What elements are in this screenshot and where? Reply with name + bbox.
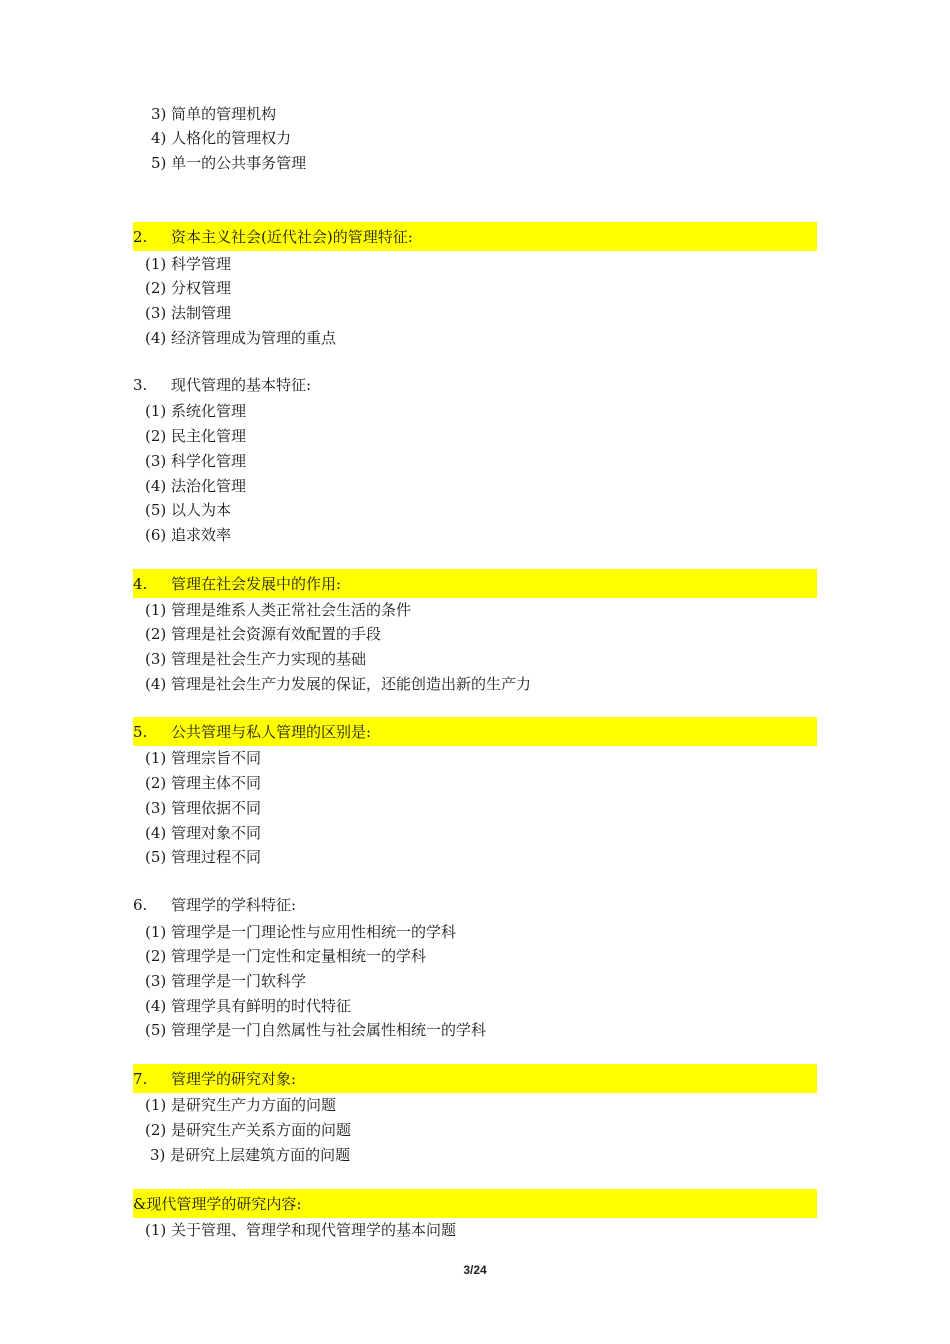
list-item: (4) 法治化管理 — [145, 477, 247, 495]
list-item: 3) 简单的管理机构 — [151, 105, 277, 123]
section-heading — [133, 222, 817, 251]
list-item: (1) 科学管理 — [145, 255, 232, 273]
list-item: (2) 是研究生产关系方面的问题 — [145, 1121, 352, 1139]
list-item: (1) 系统化管理 — [145, 402, 247, 420]
list-item: (3) 管理学是一门软科学 — [145, 972, 307, 990]
section-number: 6. — [133, 896, 148, 914]
section-number: 3. — [133, 376, 148, 394]
list-item: (2) 管理学是一门定性和定量相统一的学科 — [145, 947, 427, 965]
section-title: 管理学的研究对象: — [171, 1070, 297, 1088]
section-number: 7. — [133, 1070, 148, 1088]
list-item: (4) 经济管理成为管理的重点 — [145, 329, 337, 347]
list-item: (3) 科学化管理 — [145, 452, 247, 470]
list-item: (2) 分权管理 — [145, 279, 232, 297]
list-item: (2) 管理是社会资源有效配置的手段 — [145, 625, 382, 643]
section-title: 资本主义社会(近代社会)的管理特征: — [171, 228, 413, 246]
list-item: (5) 管理过程不同 — [145, 848, 262, 866]
list-item: (4) 管理对象不同 — [145, 824, 262, 842]
section-title: 公共管理与私人管理的区别是: — [171, 723, 372, 741]
page-number: 3/24 — [463, 1263, 487, 1277]
list-item: (5) 以人为本 — [145, 501, 232, 519]
section-heading — [133, 717, 817, 746]
list-item: (3) 管理是社会生产力实现的基础 — [145, 650, 367, 668]
section-title: 管理在社会发展中的作用: — [171, 575, 342, 593]
list-item: (1) 管理是维系人类正常社会生活的条件 — [145, 601, 412, 619]
list-item: (6) 追求效率 — [145, 526, 232, 544]
section-heading — [133, 569, 817, 598]
section-number: 2. — [133, 228, 148, 246]
section-title: &现代管理学的研究内容: — [133, 1195, 302, 1213]
section-heading — [133, 370, 817, 399]
list-item: (2) 民主化管理 — [145, 427, 247, 445]
list-item: (5) 管理学是一门自然属性与社会属性相统一的学科 — [145, 1021, 487, 1039]
section-title: 管理学的学科特征: — [171, 896, 297, 914]
list-item: 5) 单一的公共事务管理 — [151, 154, 307, 172]
list-item: (4) 管理学具有鲜明的时代特征 — [145, 997, 352, 1015]
list-item: 4) 人格化的管理权力 — [151, 129, 292, 147]
list-item: (3) 管理依据不同 — [145, 799, 262, 817]
section-number: 4. — [133, 575, 148, 593]
list-item: (1) 管理宗旨不同 — [145, 749, 262, 767]
list-item: (4) 管理是社会生产力发展的保证，还能创造出新的生产力 — [145, 675, 532, 693]
list-item: (1) 关于管理、管理学和现代管理学的基本问题 — [145, 1221, 457, 1239]
section-heading — [133, 1189, 817, 1218]
list-item: (3) 法制管理 — [145, 304, 232, 322]
section-heading — [133, 890, 817, 919]
list-item: (1) 是研究生产力方面的问题 — [145, 1096, 337, 1114]
section-title: 现代管理的基本特征: — [171, 376, 312, 394]
list-item: 3) 是研究上层建筑方面的问题 — [150, 1146, 351, 1164]
section-number: 5. — [133, 723, 148, 741]
section-heading — [133, 1064, 817, 1093]
list-item: (2) 管理主体不同 — [145, 774, 262, 792]
list-item: (1) 管理学是一门理论性与应用性相统一的学科 — [145, 923, 457, 941]
